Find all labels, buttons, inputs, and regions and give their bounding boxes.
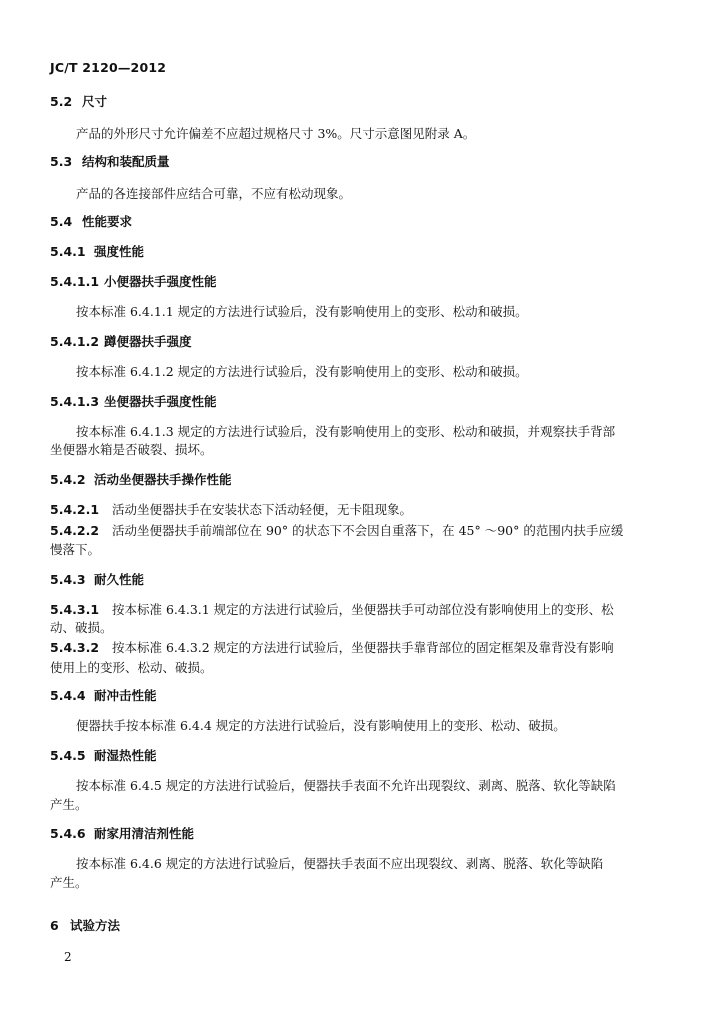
paragraph-line: 按本标准 6.4.1.3 规定的方法进行试验后，没有影响使用上的变形、松动和破损，并观察扶手背部 xyxy=(76,424,616,439)
section-number: 5.4.5 xyxy=(50,748,86,763)
paragraph-line: 动、破损。 xyxy=(50,620,113,635)
paragraph-line: 按本标准 6.4.5 规定的方法进行试验后，便器扶手表面不允许出现裂纹、剥离、脱落、软化等缺陷 xyxy=(76,778,616,793)
section-number: 5.4.3.1 xyxy=(50,602,100,617)
paragraph-line: 慢落下。 xyxy=(50,542,101,557)
paragraph: 产品的外形尺寸允许偏差不应超过规格尺寸 3%。尺寸示意图见附录 A。 xyxy=(76,126,476,141)
section-title: 强度性能 xyxy=(94,244,145,259)
section-heading-5-4-2 xyxy=(50,472,650,488)
section-number: 5.4.2.1 xyxy=(50,502,100,517)
section-number: 5.4.2 xyxy=(50,472,86,487)
clause-5-4-3-1 xyxy=(50,602,650,618)
section-title: 活动坐便器扶手操作性能 xyxy=(94,472,232,487)
section-heading-5-4-1-1 xyxy=(50,274,650,290)
paragraph: 按本标准 6.4.1.1 规定的方法进行试验后，没有影响使用上的变形、松动和破损。 xyxy=(76,304,528,319)
clause-5-4-2-2 xyxy=(50,523,650,539)
clause-text: 活动坐便器扶手在安装状态下活动轻便，无卡阻现象。 xyxy=(112,502,413,517)
section-title: 坐便器扶手强度性能 xyxy=(104,394,217,409)
section-title: 耐冲击性能 xyxy=(94,688,157,703)
section-number: 5.2 xyxy=(50,94,73,109)
clause-text: 活动坐便器扶手前端部位在 90° 的状态下不会因自重落下，在 45° ～90° 的范围内扶手应缓 xyxy=(112,523,624,538)
section-heading-6 xyxy=(50,918,650,934)
section-title: 结构和装配质量 xyxy=(82,154,170,169)
section-number: 5.3 xyxy=(50,154,73,169)
section-number: 5.4.3.2 xyxy=(50,640,100,655)
section-heading-5-4 xyxy=(50,214,650,230)
paragraph: 产品的各连接部件应结合可靠，不应有松动现象。 xyxy=(76,186,352,201)
page-number: 2 xyxy=(64,950,72,964)
section-number: 5.4.1.3 xyxy=(50,394,100,409)
section-title: 试验方法 xyxy=(70,918,121,933)
section-heading-5-4-4 xyxy=(50,688,650,704)
section-heading-5-4-5 xyxy=(50,748,650,764)
section-heading-5-4-1-2 xyxy=(50,334,650,350)
paragraph: 按本标准 6.4.1.2 规定的方法进行试验后，没有影响使用上的变形、松动和破损。 xyxy=(76,364,528,379)
paragraph-line: 产生。 xyxy=(50,797,88,812)
section-heading-5-4-1-3 xyxy=(50,394,650,410)
section-number: 5.4.6 xyxy=(50,826,86,841)
paragraph-line: 产生。 xyxy=(50,875,88,890)
section-heading-5-4-3 xyxy=(50,572,650,588)
section-title: 小便器扶手强度性能 xyxy=(104,274,217,289)
section-heading-5-3 xyxy=(50,154,650,170)
clause-text: 按本标准 6.4.3.1 规定的方法进行试验后，坐便器扶手可动部位没有影响使用上的变形、松 xyxy=(112,602,614,617)
section-title: 性能要求 xyxy=(82,214,133,229)
section-title: 耐湿热性能 xyxy=(94,748,157,763)
clause-5-4-2-1 xyxy=(50,502,650,518)
section-title: 蹲便器扶手强度 xyxy=(104,334,192,349)
section-number: 5.4.1.2 xyxy=(50,334,100,349)
section-title: 尺寸 xyxy=(82,94,108,109)
section-title: 耐家用清洁剂性能 xyxy=(94,826,195,841)
section-heading-5-4-6 xyxy=(50,826,650,842)
section-number: 5.4.2.2 xyxy=(50,523,100,538)
section-number: 6 xyxy=(50,918,59,933)
clause-text: 按本标准 6.4.3.2 规定的方法进行试验后，坐便器扶手靠背部位的固定框架及靠背没有影响 xyxy=(112,640,614,655)
section-title: 耐久性能 xyxy=(94,572,145,587)
section-number: 5.4.3 xyxy=(50,572,86,587)
section-heading-5-4-1 xyxy=(50,244,650,260)
paragraph-line: 按本标准 6.4.6 规定的方法进行试验后，便器扶手表面不应出现裂纹、剥离、脱落、软化等缺陷 xyxy=(76,856,604,871)
section-number: 5.4.4 xyxy=(50,688,86,703)
standard-code: JC/T 2120—2012 xyxy=(50,60,167,75)
section-heading-5-2 xyxy=(50,94,650,110)
section-number: 5.4.1 xyxy=(50,244,86,259)
section-number: 5.4.1.1 xyxy=(50,274,100,289)
paragraph-line: 坐便器水箱是否破裂、损坏。 xyxy=(50,442,213,457)
clause-5-4-3-2 xyxy=(50,640,650,656)
paragraph: 便器扶手按本标准 6.4.4 规定的方法进行试验后，没有影响使用上的变形、松动、破损。 xyxy=(76,718,566,733)
paragraph-line: 使用上的变形、松动、破损。 xyxy=(50,660,213,675)
section-number: 5.4 xyxy=(50,214,73,229)
